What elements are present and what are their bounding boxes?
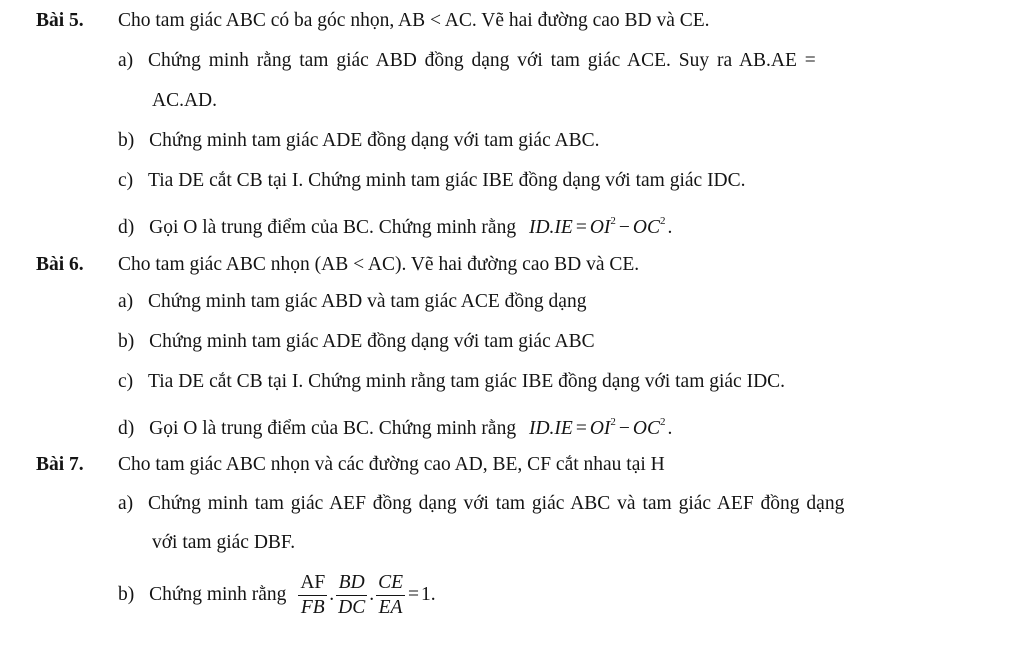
problem-6-label: Bài 6. (36, 254, 84, 275)
problem-5-part-b (118, 129, 600, 153)
problem-7-part-a-line-1 (118, 492, 844, 516)
part-text: Tia DE cắt CB tại I. Chứng minh tam giác IBE đồng dạng với tam giác IDC. (148, 170, 746, 191)
fraction-ce-ea: $\frac{CE}{EA}$ (378, 572, 404, 619)
part-letter: d) (118, 217, 135, 238)
part-letter: a) (118, 291, 134, 312)
problem-5-part-a-line-2: AC.AD. (152, 90, 218, 111)
part-letter: d) (118, 418, 135, 439)
problem-5-part-a-line-1 (118, 49, 816, 73)
problem-5-part-c (118, 169, 746, 193)
part-text: Chứng minh tam giác ADE đồng dạng với tam giác ABC. (149, 130, 600, 151)
part-letter: b) (118, 331, 135, 352)
problem-5-label: Bài 5. (36, 10, 84, 31)
problem-6-part-a (118, 290, 586, 314)
part-text: Chứng minh tam giác AEF đồng dạng với tam giác ABC và tam giác AEF đồng dạng (148, 493, 845, 514)
part-text: Chứng minh rằng (149, 584, 287, 605)
part-letter: b) (118, 584, 135, 605)
problem-5-part-d (118, 209, 672, 240)
fraction-formula: $\frac{AF}{FB}$ . $\frac{BD}{DC}$ . $\frac{CE}{EA}$ = 1. (300, 572, 436, 619)
part-letter: a) (118, 50, 134, 71)
part-text: Tia DE cắt CB tại I. Chứng minh rằng tam giác IBE đồng dạng với tam giác IDC. (148, 371, 786, 392)
problem-6-statement: Cho tam giác ABC nhọn (AB < AC). Vẽ hai đường cao BD và CE. (118, 254, 640, 275)
part-letter: c) (118, 170, 134, 191)
part-letter: b) (118, 130, 135, 151)
formula: $ID.IE = OI^2 - OC^2$ . (528, 416, 673, 439)
part-letter: a) (118, 493, 134, 514)
part-letter: c) (118, 371, 134, 392)
part-text: Chứng minh rằng tam giác ABD đồng dạng với tam giác ACE. Suy ra AB.AE = (148, 50, 816, 71)
formula: $ID.IE = OI^2 - OC^2$ . (528, 215, 673, 238)
problem-5-statement: Cho tam giác ABC có ba góc nhọn, AB < AC. Vẽ hai đường cao BD và CE. (118, 10, 710, 31)
part-text: Chứng minh tam giác ADE đồng dạng với tam giác ABC (149, 331, 595, 352)
part-text: Gọi O là trung điểm của BC. Chứng minh rằng (149, 418, 517, 439)
fraction-af-fb: $\frac{AF}{FB}$ (300, 572, 326, 619)
problem-7-part-b (118, 567, 436, 623)
problem-6-part-c (118, 370, 785, 394)
part-text: Chứng minh tam giác ABD và tam giác ACE đồng dạng (148, 291, 587, 312)
problem-7-label: Bài 7. (36, 454, 84, 475)
problem-6-part-d (118, 410, 672, 441)
problem-7-part-a-line-2: với tam giác DBF. (152, 532, 296, 553)
problem-6-part-b (118, 330, 595, 354)
problem-7-statement: Cho tam giác ABC nhọn và các đường cao AD, BE, CF cắt nhau tại H (118, 454, 665, 475)
part-text: Gọi O là trung điểm của BC. Chứng minh rằng (149, 217, 517, 238)
fraction-bd-dc: $\frac{BD}{DC}$ (338, 572, 366, 619)
